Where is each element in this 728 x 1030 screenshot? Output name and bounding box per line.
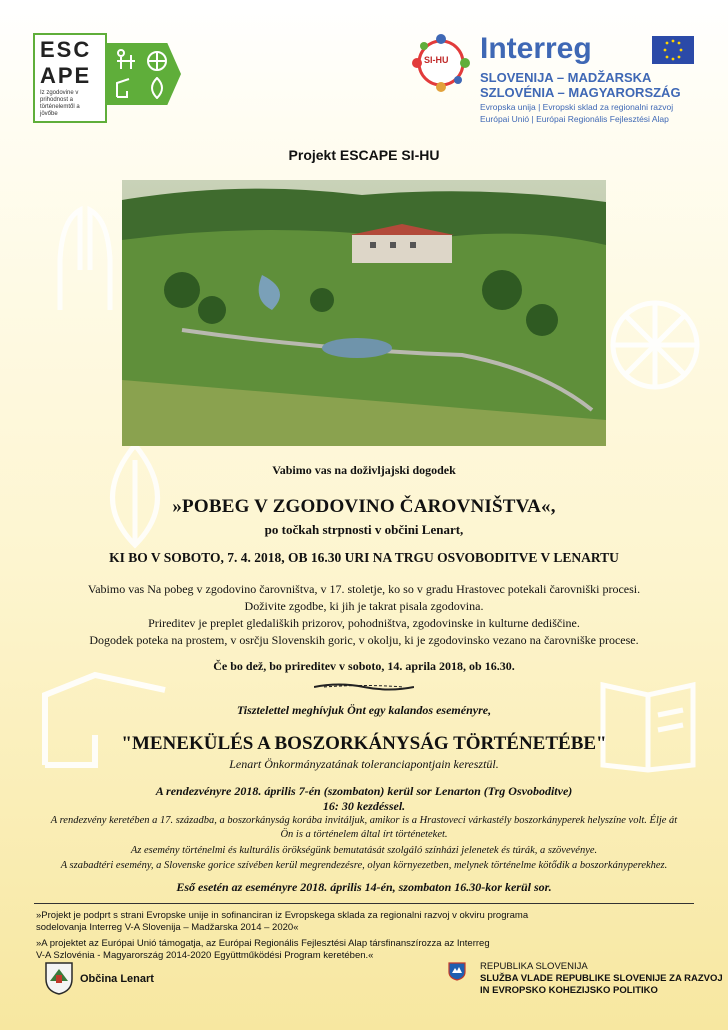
si-event-subtitle: po točkah strpnosti v občini Lenart, — [264, 522, 464, 537]
si-event-title: »POBEG V ZGODOVINO ČAROVNIŠTVA«, — [172, 496, 556, 517]
hu-invite: Tisztelettel meghívjuk Önt egy kalandos eseményre, — [236, 703, 492, 717]
gov-line-1: REPUBLIKA SLOVENIJA — [480, 961, 588, 972]
hu-desc-4: A szabadtéri esemény, a Slovenske gorice szívében kerül megrendezésre, olyan környezetben, melynek történelme kötődik a boszorkányperekhez. — [60, 860, 668, 871]
ornament-divider — [314, 682, 414, 692]
si-desc-4: Dogodek poteka na prostem, v osrčju Slovenskih goric, v okolju, ki je zgodovinsko vezano na čarovniške procese. — [89, 633, 639, 647]
interreg-line-2: SZLOVÉNIA – MAGYARORSZÁG — [480, 85, 681, 100]
wheel-watermark — [605, 295, 705, 395]
escape-subtitle: Iz zgodovine v prihodnost a történelemtől a jövőbe — [40, 90, 80, 117]
si-hu-badge: SI-HU — [424, 55, 449, 65]
interreg-fund-hu: Európai Unió | Európai Regionális Fejlesztési Alap — [480, 114, 669, 124]
interreg-line-1: SLOVENIJA – MADŽARSKA — [480, 70, 652, 85]
hu-desc-3: Az esemény történelmi és kulturális örökségünk bemutatását szolgáló színházi jelenetek és túrák, a szövevénye. — [130, 845, 598, 856]
hu-desc-1: A rendezvény keretében a 17. századba, a boszorkányság korába invitáljuk, amikor is a Hrastoveci várkastély boszorkányperek helyszíne volt. Élje át — [50, 815, 678, 826]
footer-hu-line-2: V-A Szlovénia - Magyarország 2014-2020 Együttműködési Program keretében.« — [36, 950, 374, 961]
interreg-fund-si: Evropska unija | Evropski sklad za regionalni razvoj — [480, 102, 674, 112]
hu-event-when-1: A rendezvényre 2018. április 7-én (szombaton) kerül sor Lenarton (Trg Osvoboditve) — [155, 784, 573, 798]
si-event-when: KI BO V SOBOTO, 7. 4. 2018, OB 16.30 URI NA TRGU OSVOBODITVE V LENARTU — [109, 550, 619, 565]
footer-hu-line-1: »A projektet az Európai Unió támogatja, az Európai Regionális Fejlesztési Alap társfinanszírozza az Interreg — [36, 938, 490, 949]
municipality-name: Občina Lenart — [80, 973, 154, 985]
escape-pump-icon — [113, 77, 139, 99]
escape-people-icon — [113, 49, 139, 73]
si-desc-1: Vabimo vas Na pobeg v zgodovino čarovništva, v 17. stoletje, ko so v gradu Hrastovec potekali čarovniški procesi. — [87, 582, 641, 596]
castle-landscape-photo — [122, 180, 606, 446]
hu-event-when-2: 16: 30 kezdéssel. — [322, 799, 406, 813]
eu-flag-icon — [652, 36, 694, 64]
footer-si-line-1: »Projekt je podprt s strani Evropske unije in sofinanciran iz Evropskega sklada za regionalni razvoj v okviru programa — [36, 910, 529, 921]
hu-desc-2: Ön is a történelem által írt történeteket. — [280, 829, 448, 840]
footer-si-line-2: sodelovanja Interreg V-A Slovenija – Madžarska 2014 – 2020« — [36, 922, 299, 933]
footer-divider — [34, 903, 694, 904]
si-desc-3: Prireditev je preplet gledaliških prizorov, pohodništva, zgodovinske in kulturne dediščine. — [148, 616, 580, 630]
page-title: Projekt ESCAPE SI-HU — [288, 147, 440, 163]
hu-rain-notice: Eső esetén az eseményre 2018. április 14-én, szombaton 16.30-kor kerül sor. — [176, 880, 552, 894]
escape-word-2: APE — [40, 63, 92, 88]
si-invite: Vabimo vas na doživljajski dogodek — [272, 463, 456, 477]
hu-event-title: "MENEKÜLÉS A BOSZORKÁNYSÁG TÖRTÉNETÉBE" — [121, 733, 607, 754]
escape-word-1: ESC — [40, 37, 92, 62]
si-desc-2: Doživite zgodbe, ki jih je takrat pisala zgodovina. — [244, 599, 484, 613]
interreg-logo — [410, 30, 700, 130]
escape-leaf-icon — [147, 77, 167, 99]
escape-logo — [33, 33, 183, 121]
praying-hands-watermark — [40, 200, 130, 320]
interreg-brand: Interreg — [480, 32, 592, 65]
hu-event-subtitle: Lenart Önkormányzatának toleranciapontjain keresztül. — [229, 757, 499, 771]
gov-line-3: IN EVROPSKO KOHEZIJSKO POLITIKO — [480, 985, 658, 996]
slovenia-flag-icon — [446, 961, 468, 981]
coat-of-arms-icon — [44, 961, 74, 995]
escape-wheel-icon — [145, 49, 169, 73]
si-rain-notice: Če bo dež, bo prireditev v soboto, 14. aprila 2018, ob 16.30. — [213, 659, 515, 673]
gov-line-2: SLUŽBA VLADE REPUBLIKE SLOVENIJE ZA RAZVOJ — [480, 973, 723, 984]
